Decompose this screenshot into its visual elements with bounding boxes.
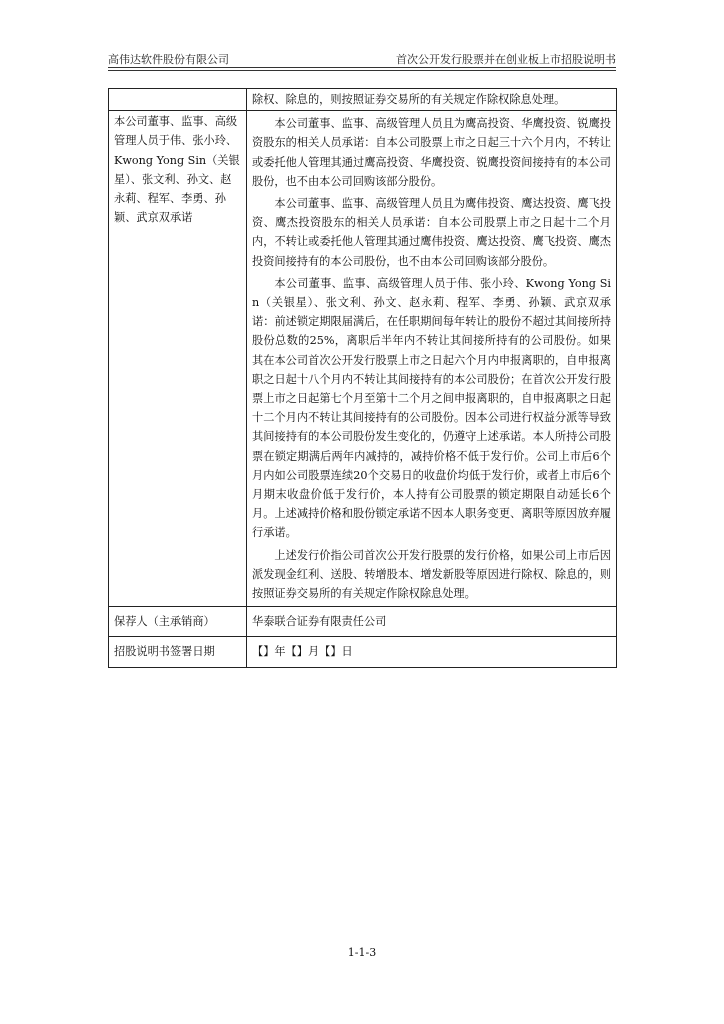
commitment-paragraph-1: 本公司董事、监事、高级管理人员且为鹰高投资、华鹰投资、锐鹰投资股东的相关人员承诺：自本公司股票上市之日起三十六个月内，不转让或委托他人管理其通过鹰高投资、华鹰投资、锐鹰投资间接持有的本公司股份，也不由本公司回购该部分股份。 [252, 117, 611, 188]
table-row-continuation [109, 89, 617, 111]
signing-date-value-cell: 【】年【】月【】日 [247, 637, 617, 667]
commitment-content-cell [247, 111, 617, 607]
table-row-sponsor [109, 607, 617, 637]
table-row-lockup-commitment [109, 111, 617, 607]
commitment-paragraph-2: 本公司董事、监事、高级管理人员且为鹰伟投资、鹰达投资、鹰飞投资、鹰杰投资股东的相关人员承诺：自本公司股票上市之日起十二个月内，不转让或委托他人管理其通过鹰伟投资、鹰达投资、鹰飞投资、鹰杰投资间接持有的本公司股份，也不由本公司回购该部分股份。 [252, 197, 611, 268]
signing-date-label-cell: 招股说明书签署日期 [109, 637, 247, 667]
page-number: 1-1-3 [347, 946, 377, 959]
table-row-signing-date [109, 637, 617, 667]
header-rule-secondary [108, 70, 616, 71]
commitment-paragraph-3: 本公司董事、监事、高级管理人员于伟、张小玲、Kwong Yong Sin（关银星）、张文利、孙文、赵永莉、程军、李勇、孙颖、武京双承诺：前述锁定期限届满后，在任职期间每年转让的股份不超过其间接所持股份总数的25%，离职后半年内不转让其间接所持有的公司股份。如果其在本公司首次公开发行股票上市之日起六个月内申报离职的，自申报离职之日起十八个月内不转让其间接持有的本公司股份；在首次公开发行股票上市之日起第七个月至第十二个月之间申报离职的，自申报离职之日起十二个月内不转让其间接持有的公司股份。因本公司进行权益分派等导致其间接持有的本公司股份发生变化的，仍遵守上述承诺。本人所持公司股票在锁定期满后两年内减持的，减持价格不低于发行价。公司上市后6个月内如公司股票连续20个交易日的收盘价均低于发行价，或者上市后6个月期末收盘价低于发行价，本人持有公司股票的锁定期限自动延长6个月。上述减持价格和股份锁定承诺不因本人职务变更、离职等原因放弃履行承诺。 [252, 276, 611, 540]
sponsor-value-cell: 华泰联合证券有限责任公司 [247, 607, 617, 637]
page-header-title: 首次公开发行股票并在创业板上市招股说明书 [396, 53, 616, 66]
commitment-paragraph-4: 上述发行价指公司首次公开发行股票的发行价格，如果公司上市后因派发现金红利、送股、转增股本、增发新股等原因进行除权、除息的，则按照证券交易所的有关规定作除权除息处理。 [252, 548, 611, 601]
page-header-company: 高伟达软件股份有限公司 [108, 53, 229, 66]
header-rule [108, 67, 616, 68]
commitment-party-cell: 本公司董事、监事、高级管理人员于伟、张小玲、Kwong Yong Sin（关银星）、张文利、孙文、赵永莉、程军、李勇、孙颖、武京双承诺 [109, 111, 247, 607]
continuation-text: 除权、除息的，则按照证券交易所的有关规定作除权除息处理。 [252, 93, 566, 106]
table-cell-left-empty [109, 89, 247, 111]
table-cell-right [247, 89, 617, 111]
sponsor-label-cell: 保荐人（主承销商） [109, 607, 247, 637]
prospectus-table [108, 88, 617, 668]
